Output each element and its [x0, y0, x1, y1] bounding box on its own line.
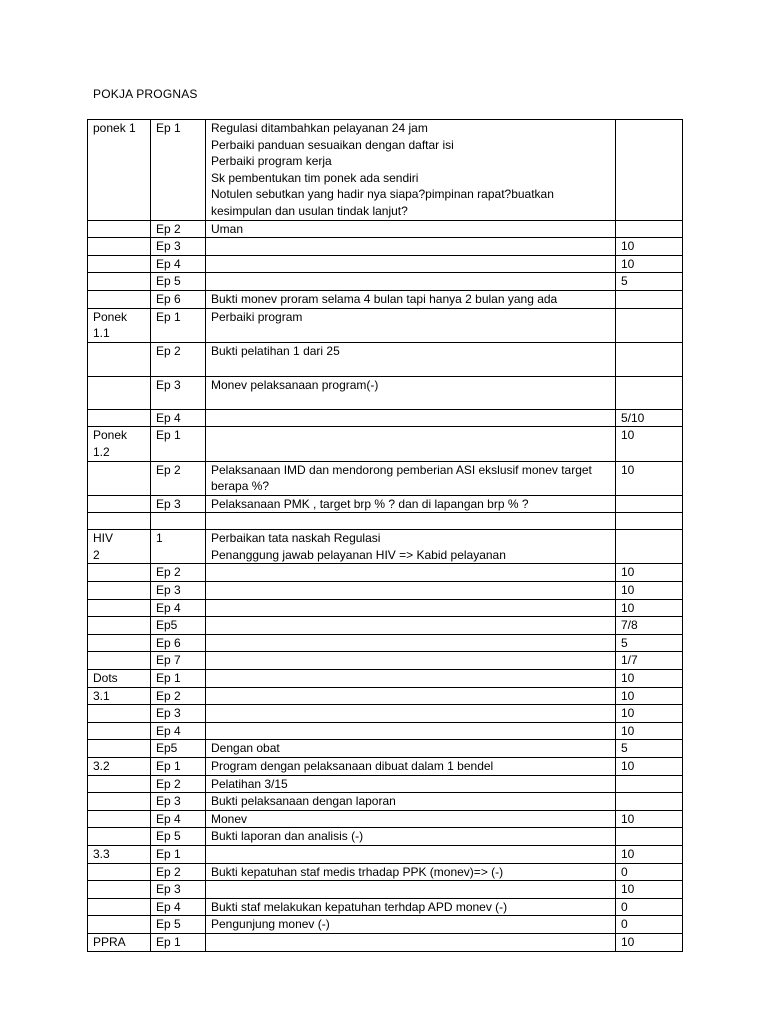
note-cell: [206, 652, 616, 670]
note-cell: Perbaiki program: [206, 308, 616, 342]
table-row: [88, 810, 683, 828]
ep-cell: Ep 2: [151, 863, 206, 881]
group-cell: [88, 409, 151, 427]
score-cell: [616, 290, 683, 308]
score-cell: [616, 495, 683, 513]
note-cell: [206, 582, 616, 600]
table-row: [88, 617, 683, 635]
note-cell: [206, 722, 616, 740]
ep-cell: Ep5: [151, 740, 206, 758]
table-row: [88, 705, 683, 723]
page-title: POKJA PROGNAS: [93, 87, 198, 101]
group-cell: [88, 599, 151, 617]
group-cell: [88, 828, 151, 846]
note-cell: [206, 409, 616, 427]
table-row: [88, 845, 683, 863]
score-cell: 10: [616, 722, 683, 740]
ep-cell: Ep 1: [151, 120, 206, 221]
score-cell: [616, 342, 683, 376]
note-cell: Pelaksanaan PMK , target brp % ? dan di lapangan brp % ?: [206, 495, 616, 513]
score-cell: [616, 513, 683, 530]
group-cell: [88, 881, 151, 899]
table-row: [88, 427, 683, 461]
table-row: [88, 898, 683, 916]
table-row: [88, 933, 683, 951]
note-cell: Bukti laporan dan analisis (-): [206, 828, 616, 846]
group-cell: [88, 255, 151, 273]
ep-cell: Ep 1: [151, 845, 206, 863]
ep-cell: Ep 6: [151, 634, 206, 652]
table-row: [88, 220, 683, 238]
ep-cell: Ep 2: [151, 775, 206, 793]
note-cell: [206, 617, 616, 635]
score-cell: 0: [616, 916, 683, 934]
group-cell: Ponek 1.1: [88, 308, 151, 342]
group-cell: [88, 582, 151, 600]
table-row: [88, 255, 683, 273]
table-row: [88, 652, 683, 670]
table-row: [88, 740, 683, 758]
note-cell: [206, 845, 616, 863]
ep-cell: Ep 4: [151, 255, 206, 273]
note-cell: [206, 670, 616, 688]
note-cell: Monev: [206, 810, 616, 828]
table-row: [88, 308, 683, 342]
note-cell: [206, 513, 616, 530]
score-cell: 10: [616, 582, 683, 600]
table-row: [88, 793, 683, 811]
ep-cell: Ep 1: [151, 427, 206, 461]
score-cell: 5: [616, 273, 683, 291]
ep-cell: Ep 2: [151, 220, 206, 238]
ep-cell: Ep 3: [151, 582, 206, 600]
score-cell: 10: [616, 881, 683, 899]
note-cell: [206, 599, 616, 617]
group-cell: [88, 775, 151, 793]
ep-cell: Ep 3: [151, 376, 206, 409]
score-cell: [616, 376, 683, 409]
table-row: [88, 758, 683, 776]
score-cell: 10: [616, 810, 683, 828]
note-cell: [206, 933, 616, 951]
ep-cell: Ep 4: [151, 810, 206, 828]
ep-cell: Ep 1: [151, 933, 206, 951]
note-cell: Pengunjung monev (-): [206, 916, 616, 934]
table-row: [88, 828, 683, 846]
score-cell: [616, 120, 683, 221]
ep-cell: Ep 2: [151, 461, 206, 495]
ep-cell: Ep 1: [151, 758, 206, 776]
note-cell: [206, 564, 616, 582]
group-cell: [88, 652, 151, 670]
ep-cell: Ep 2: [151, 342, 206, 376]
group-cell: [88, 564, 151, 582]
group-cell: [88, 273, 151, 291]
note-cell: Perbaikan tata naskah Regulasi Penanggung jawab pelayanan HIV => Kabid pelayanan: [206, 530, 616, 564]
score-cell: 0: [616, 863, 683, 881]
group-cell: [88, 342, 151, 376]
score-cell: 10: [616, 427, 683, 461]
score-cell: 0: [616, 898, 683, 916]
group-cell: [88, 863, 151, 881]
group-cell: 3.3: [88, 845, 151, 863]
group-cell: [88, 898, 151, 916]
table-row: [88, 461, 683, 495]
group-cell: 3.1: [88, 687, 151, 705]
group-cell: [88, 290, 151, 308]
ep-cell: Ep 2: [151, 687, 206, 705]
score-cell: 5/10: [616, 409, 683, 427]
table-row: [88, 120, 683, 221]
table-row: [88, 290, 683, 308]
table-row: [88, 916, 683, 934]
score-cell: 10: [616, 238, 683, 256]
score-cell: [616, 793, 683, 811]
note-cell: Program dengan pelaksanaan dibuat dalam 1 bendel: [206, 758, 616, 776]
note-cell: Regulasi ditambahkan pelayanan 24 jam Perbaiki panduan sesuaikan dengan daftar isi Perbaiki program kerja Sk pembentukan tim ponek ada sendiri Notulen sebutkan yang hadir nya siapa?pimpinan rapat?buatkan kesimpulan dan usulan tindak lanjut?: [206, 120, 616, 221]
ep-cell: 1: [151, 530, 206, 564]
group-cell: PPRA: [88, 933, 151, 951]
table-row: [88, 687, 683, 705]
ep-cell: Ep 3: [151, 881, 206, 899]
note-cell: [206, 427, 616, 461]
group-cell: 3.2: [88, 758, 151, 776]
score-cell: 10: [616, 933, 683, 951]
group-cell: Dots: [88, 670, 151, 688]
ep-cell: Ep 4: [151, 409, 206, 427]
ep-cell: Ep 4: [151, 898, 206, 916]
ep-cell: Ep 1: [151, 308, 206, 342]
group-cell: [88, 513, 151, 530]
ep-cell: Ep5: [151, 617, 206, 635]
ep-cell: Ep 6: [151, 290, 206, 308]
note-cell: [206, 687, 616, 705]
note-cell: [206, 273, 616, 291]
score-cell: 10: [616, 564, 683, 582]
table-body: [88, 120, 683, 952]
group-cell: [88, 740, 151, 758]
ep-cell: Ep 5: [151, 916, 206, 934]
score-cell: [616, 530, 683, 564]
score-cell: 10: [616, 705, 683, 723]
ep-cell: Ep 2: [151, 564, 206, 582]
score-cell: 10: [616, 461, 683, 495]
ep-cell: Ep 3: [151, 495, 206, 513]
assessment-table: [87, 119, 683, 952]
note-cell: Dengan obat: [206, 740, 616, 758]
note-cell: Uman: [206, 220, 616, 238]
ep-cell: Ep 7: [151, 652, 206, 670]
note-cell: Pelatihan 3/15: [206, 775, 616, 793]
note-cell: Bukti monev proram selama 4 bulan tapi hanya 2 bulan yang ada: [206, 290, 616, 308]
group-cell: [88, 916, 151, 934]
ep-cell: Ep 1: [151, 670, 206, 688]
group-cell: [88, 634, 151, 652]
group-cell: [88, 220, 151, 238]
group-cell: [88, 238, 151, 256]
score-cell: 5: [616, 634, 683, 652]
table-row: [88, 670, 683, 688]
ep-cell: Ep 5: [151, 828, 206, 846]
note-cell: Bukti pelatihan 1 dari 25: [206, 342, 616, 376]
score-cell: 10: [616, 845, 683, 863]
note-cell: Bukti staf melakukan kepatuhan terhdap APD monev (-): [206, 898, 616, 916]
group-cell: ponek 1: [88, 120, 151, 221]
score-cell: 10: [616, 255, 683, 273]
group-cell: [88, 810, 151, 828]
note-cell: [206, 255, 616, 273]
note-cell: [206, 634, 616, 652]
score-cell: 5: [616, 740, 683, 758]
score-cell: [616, 775, 683, 793]
table-row: [88, 564, 683, 582]
ep-cell: Ep 5: [151, 273, 206, 291]
table-row: [88, 342, 683, 376]
score-cell: 10: [616, 599, 683, 617]
group-cell: [88, 617, 151, 635]
table-row: [88, 881, 683, 899]
group-cell: [88, 461, 151, 495]
table-row: [88, 530, 683, 564]
note-cell: Bukti pelaksanaan dengan laporan: [206, 793, 616, 811]
ep-cell: Ep 3: [151, 793, 206, 811]
table-row: [88, 409, 683, 427]
group-cell: [88, 705, 151, 723]
group-cell: [88, 495, 151, 513]
table-row: [88, 582, 683, 600]
group-cell: [88, 722, 151, 740]
note-cell: [206, 881, 616, 899]
score-cell: 10: [616, 687, 683, 705]
note-cell: Monev pelaksanaan program(-): [206, 376, 616, 409]
table-row: [88, 775, 683, 793]
note-cell: [206, 705, 616, 723]
table-row: [88, 722, 683, 740]
score-cell: 1/7: [616, 652, 683, 670]
table-row: [88, 513, 683, 530]
ep-cell: Ep 4: [151, 599, 206, 617]
table-row: [88, 599, 683, 617]
group-cell: [88, 376, 151, 409]
table-row: [88, 495, 683, 513]
ep-cell: [151, 513, 206, 530]
note-cell: Pelaksanaan IMD dan mendorong pemberian ASI ekslusif monev target berapa %?: [206, 461, 616, 495]
table-row: [88, 273, 683, 291]
table-row: [88, 376, 683, 409]
score-cell: [616, 308, 683, 342]
score-cell: [616, 220, 683, 238]
score-cell: 10: [616, 670, 683, 688]
ep-cell: Ep 4: [151, 722, 206, 740]
score-cell: 7/8: [616, 617, 683, 635]
ep-cell: Ep 3: [151, 705, 206, 723]
note-cell: Bukti kepatuhan staf medis trhadap PPK (monev)=> (-): [206, 863, 616, 881]
score-cell: [616, 828, 683, 846]
group-cell: Ponek 1.2: [88, 427, 151, 461]
ep-cell: Ep 3: [151, 238, 206, 256]
table-row: [88, 634, 683, 652]
table-row: [88, 863, 683, 881]
table-row: [88, 238, 683, 256]
score-cell: 10: [616, 758, 683, 776]
group-cell: [88, 793, 151, 811]
group-cell: HIV 2: [88, 530, 151, 564]
note-cell: [206, 238, 616, 256]
